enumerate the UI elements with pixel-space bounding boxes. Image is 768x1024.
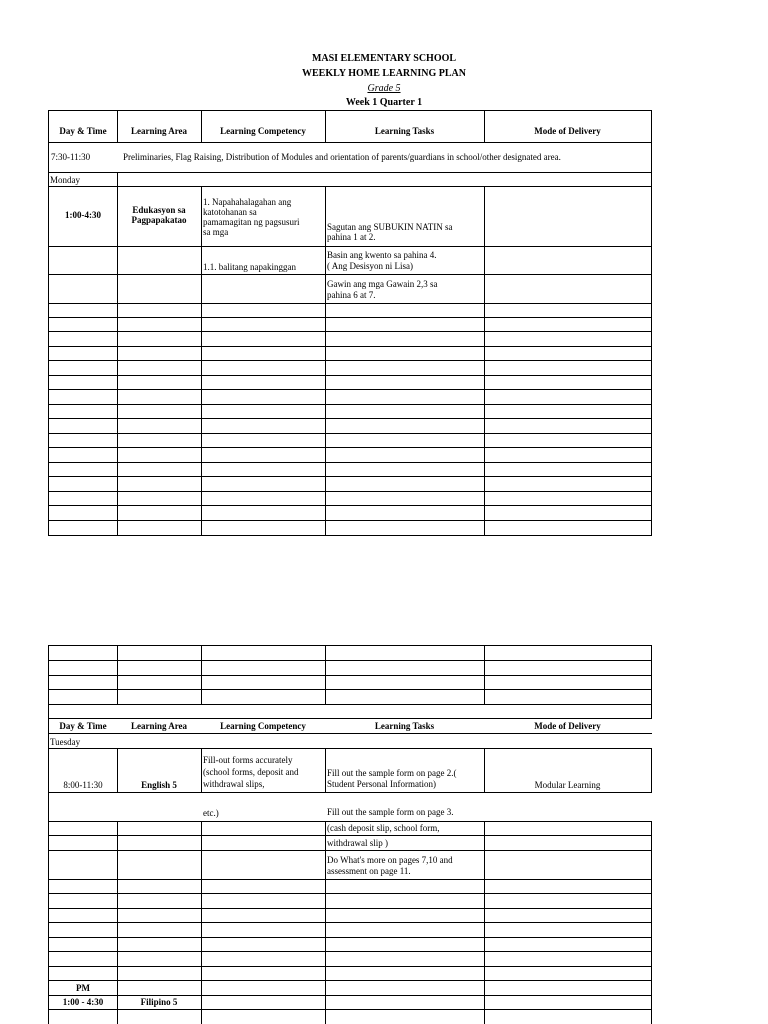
col-header-learning-area-2: Learning Area [130,721,188,731]
monday-competency-sub: 1.1. balitang napakinggan [203,262,296,272]
tuesday-area: English 5 [141,780,177,790]
tuesday-mode: Modular Learning [534,780,601,790]
col-header-mode-of-delivery-2: Mode of Delivery [534,721,601,731]
tuesday-task-3-line-2: assessment on page 11. [327,866,411,876]
col-header-mode-of-delivery: Mode of Delivery [534,126,601,136]
tuesday-task-1-line-2: Student Personal Information) [327,779,436,789]
school-name: MASI ELEMENTARY SCHOOL [311,53,457,64]
col-header-learning-tasks: Learning Tasks [374,126,435,136]
col-header-day-time: Day & Time [59,126,107,136]
day-monday: Monday [50,175,80,185]
tuesday-competency-line-3: withdrawal slips, [203,779,265,789]
tuesday-competency-cont: etc.) [203,808,219,818]
monday-competency-line-3: pamamagitan ng pagsusuri [203,217,300,227]
monday-task-3-line-1: Gawin ang mga Gawain 2,3 sa [327,279,438,289]
monday-task-2-line-2: ( Ang Desisyon ni Lisa) [327,261,413,271]
col-header-learning-tasks-2: Learning Tasks [374,721,435,731]
tuesday-task-2-line-2: (cash deposit slip, school form, [327,823,440,833]
monday-area-line-2: Pagpapakatao [131,215,187,225]
monday-competency-line-2: katotohanan sa [203,207,257,217]
monday-task-1-line-1: Sagutan ang SUBUKIN NATIN sa [327,222,453,232]
monday-task-2-line-1: Basin ang kwento sa pahina 4. [327,250,437,260]
col-header-learning-area: Learning Area [130,126,188,136]
pm-area: Filipino 5 [140,997,178,1007]
tuesday-task-2-line-1: Fill out the sample form on page 3. [327,807,454,817]
pm-time: 1:00 - 4:30 [62,997,104,1007]
monday-competency-line-1: 1. Napahahalagahan ang [203,197,292,207]
tuesday-competency-line-2: (school forms, deposit and [203,767,299,777]
tuesday-competency-line-1: Fill-out forms accurately [203,755,293,765]
week-label: Week 1 Quarter 1 [345,97,423,108]
grade-label: Grade 5 [367,83,401,94]
monday-task-1-line-2: pahina 1 at 2. [327,232,376,242]
tuesday-task-3-line-1: Do What's more on pages 7,10 and [327,855,453,865]
plan-title: WEEKLY HOME LEARNING PLAN [301,68,466,79]
monday-time: 1:00-4:30 [65,210,101,220]
day-tuesday: Tuesday [50,737,81,747]
preliminary-time: 7:30-11:30 [51,152,91,162]
preliminary-text: Preliminaries, Flag Raising, Distribution of Modules and orientation of parents/guardians in school/other designated area. [123,152,561,162]
col-header-learning-competency-2: Learning Competency [220,721,306,731]
tuesday-task-1-line-1: Fill out the sample form on page 2.( [327,768,457,778]
tuesday-task-2-line-3: withdrawal slip ) [327,838,388,848]
pm-label: PM [76,983,90,993]
col-header-day-time-2: Day & Time [59,721,107,731]
monday-task-3-line-2: pahina 6 at 7. [327,290,376,300]
tuesday-time: 8:00-11:30 [63,780,103,790]
monday-area-line-1: Edukasyon sa [132,205,186,215]
monday-competency-line-4: sa mga [203,227,229,237]
col-header-learning-competency: Learning Competency [220,126,306,136]
